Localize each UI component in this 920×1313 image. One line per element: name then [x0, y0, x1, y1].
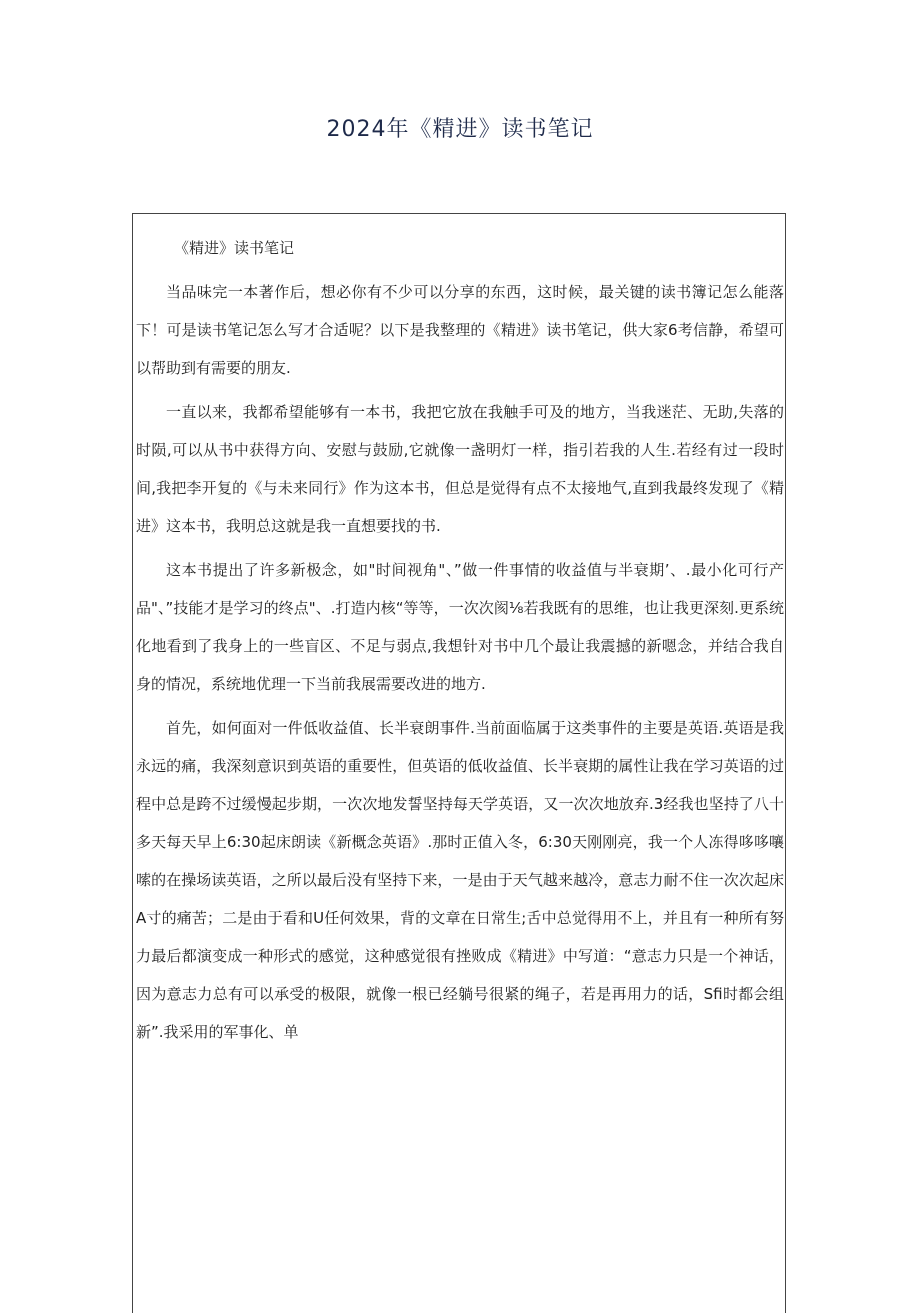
paragraph: 这本书提出了许多新极念，如"时间视角"、”做一件事情的收益值与半衰期’、.最小化可行产品"、”技能才是学习的终点"、.打造内核“等等，一次次阂⅛若我既有的思维，也让我更深刻.更系统化地看到了我身上的一些盲区、不足与弱点,我想针对书中几个最让我震撼的新嗯念，并结合我自身的情况，系统地优理一下当前我展需要改进的地方. — [136, 561, 784, 693]
paragraph: 当品味完一本著作后，想必你有不少可以分享的东西，这时候，最关键的读书簿记怎么能落下！可是读书笔记怎么写才合适呢？以下是我整理的《精进》读书笔记，供大家6考信静，希望可以帮助到有需要的朋友. — [136, 283, 784, 377]
document-body — [136, 229, 784, 1057]
page-title: 2024年《精进》读书笔记 — [326, 117, 594, 142]
paragraph: 一直以来，我都希望能够有一本书，我把它放在我触手可及的地方，当我迷茫、无助,失落的时陨,可以从书中获得方向、安慰与鼓励,它就像一盏明灯一样，指引若我的人生.若经有过一段时间,我把李开复的《与未来同行》作为这本书，但总是觉得有点不太接地气,直到我最终发现了《精进》这本书，我明总这就是我一直想要找的书. — [136, 403, 784, 535]
paragraph: 首先，如何面对一件低收益值、长半衰朗事件.当前面临属于这类事件的主要是英语.英语是我永远的痛，我深刻意识到英语的重要性，但英语的低收益值、长半衰期的属性让我在学习英语的过程中总是跨不过缓慢起步期，一次次地发誓坚持每天学英语，又一次次地放弃.3经我也坚持了八十多天每天早上6:30起床朗读《新概念英语》.那时正值入冬，6:30天刚刚亮，我一个人冻得哆哆嚷嗦的在操场读英语，之所以最后没有坚持下来，一是由于天气越来越冷，意志力耐不住一次次起床A寸的痛苦；二是由于看和U任何效果，背的文章在日常生;舌中总觉得用不上，并且有一种所有努力最后都演变成一种形式的感觉，这种感觉很有挫败成《精进》中写道：“意志力只是一个神话，因为意志力总有可以承受的极限，就像一根已经躺号很紧的绳子，若是再用力的话，Sfi时都会组新”.我采用的军事化、单 — [136, 719, 784, 1041]
section-subtitle: 《精进》读书笔记 — [174, 239, 295, 257]
